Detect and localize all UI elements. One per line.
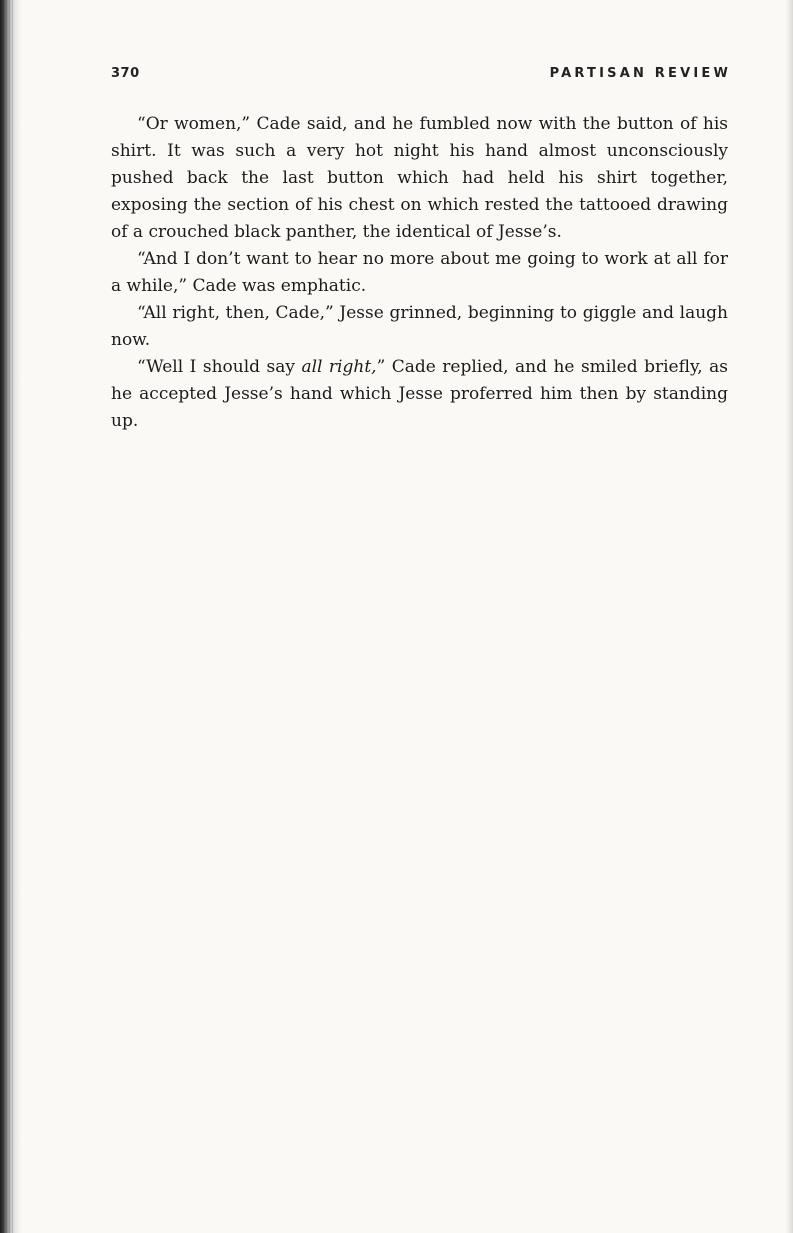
paragraph-4 bbox=[111, 354, 728, 435]
paragraph-2: “And I don’t want to hear no more about me going to work at all for a while,” Cade was emphatic. bbox=[111, 249, 728, 296]
paragraph-4-emphasis: all right, bbox=[301, 357, 377, 377]
running-header bbox=[111, 66, 731, 86]
page-edge-lines bbox=[3, 0, 15, 1233]
running-head-title: PARTISAN REVIEW bbox=[549, 66, 731, 81]
paragraph-4-lead: “Well I should say bbox=[137, 357, 302, 377]
page-number: 370 bbox=[111, 66, 140, 81]
page-right-edge bbox=[785, 0, 793, 1233]
paragraph-3: “All right, then, Cade,” Jesse grinned, beginning to giggle and laugh now. bbox=[111, 303, 728, 350]
body-text bbox=[111, 111, 728, 435]
book-binding-edge bbox=[0, 0, 22, 1233]
paragraph-4-rest: ” Cade replied, and he smiled briefly, as he accepted Jesse’s hand which Jesse proferred him then by standing up. bbox=[111, 357, 729, 431]
paragraph-1: “Or women,” Cade said, and he fumbled now with the button of his shirt. It was such a very hot night his hand almost unconsciously pushed back the last button which had held his shirt together, exposing the section of his chest on which rested the tattooed drawing of a crouched black panther, the identical of Jesse’s. bbox=[111, 114, 728, 242]
